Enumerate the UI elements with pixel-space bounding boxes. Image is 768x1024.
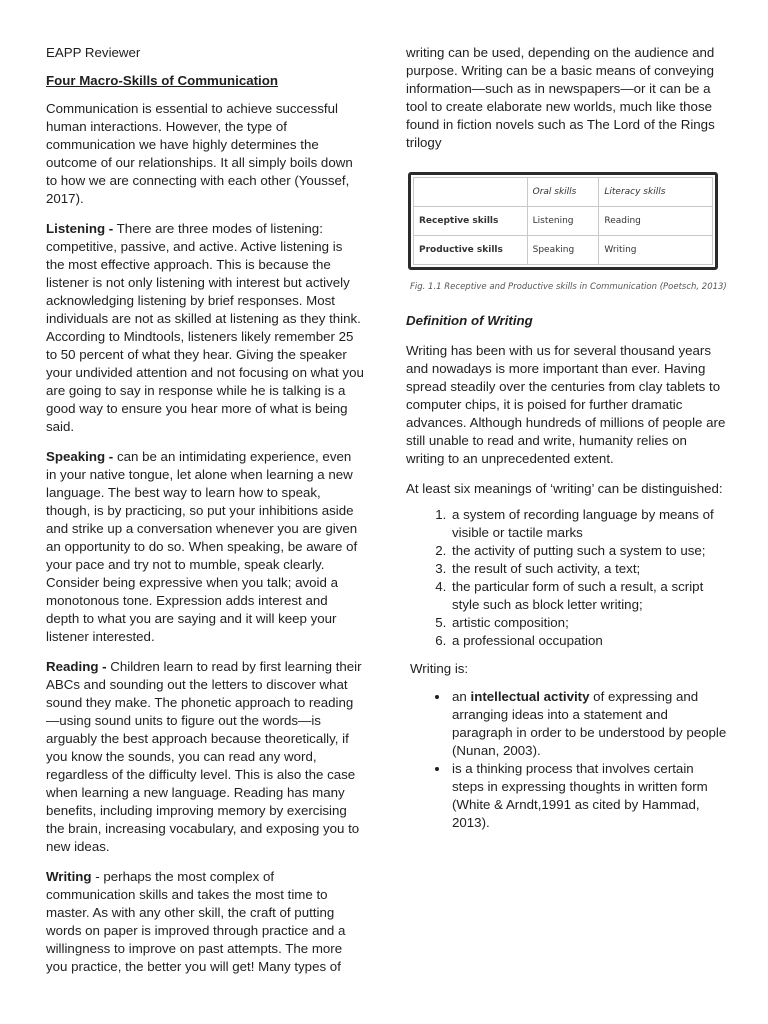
table-row bbox=[414, 236, 713, 265]
table-cell: Literacy skills bbox=[599, 178, 713, 207]
bullet1-suffix: of expressing and arranging ideas into a statement and paragraph in order to be understood by people (Nunan, 2003). bbox=[452, 689, 727, 758]
table-cell: Productive skills bbox=[414, 236, 528, 265]
speaking-body: can be an intimidating experience, even in your native tongue, let alone when learning a new language. The best way to learn how to speak, though, is by practicing, so put your inhibitions aside and strike up a conversation whenever you are given an opportunity to do so. When speaking, be aware of your pace and try not to mumble, speak clearly. Consider being expressive when you talk; avoid a monotonous tone. Expression adds interest and depth to what you are saying and it will keep your listener interested. bbox=[46, 449, 358, 644]
meanings-intro: At least six meanings of ‘writing’ can be distinguished: bbox=[406, 481, 723, 496]
definition-heading: Definition of Writing bbox=[406, 313, 533, 328]
table-cell: Speaking bbox=[527, 236, 599, 265]
writing-paragraph bbox=[46, 868, 364, 976]
intro-paragraph: Communication is essential to achieve successful human interactions. However, the type of communication we have highly determines the outcome of our relationships. It all simply boils down to how we are connecting with each other (Youssef, 2017). bbox=[46, 101, 353, 206]
reading-body: Children learn to read by first learning their ABCs and sounding out the letters to discover what sound they make. The phonetic approach to reading—using sound units to figure out the words—is arguably the best approach because theoretically, if you know the sounds, you can read any word, regardless of the difficulty level. This is also the case when learning a new language. Reading has many benefits, including improving memory by exercising the brain, increasing vocabulary, and exposing you to new ideas. bbox=[46, 659, 362, 854]
skills-table bbox=[413, 177, 713, 265]
listening-body: There are three modes of listening: competitive, passive, and active. Active listening is the most effective approach. This is because the listener is not only listening with interest but actively acknowledging listening by brief responses. Most individuals are not as skilled at listening as they think. According to Mindtools, listeners likely remember 25 to 50 percent of what they hear. Giving the speaker your undivided attention and not focusing on what you are going to say in response while he is talking is a good way to ensure you hear more of what is being said. bbox=[46, 221, 364, 434]
document-title: EAPP Reviewer bbox=[46, 45, 141, 60]
table-cell: Receptive skills bbox=[414, 207, 528, 236]
bullet1-prefix: an bbox=[452, 689, 471, 704]
reading-term: Reading - bbox=[46, 659, 107, 674]
table-cell: Reading bbox=[599, 207, 713, 236]
section-heading: Four Macro-Skills of Communication bbox=[46, 73, 278, 88]
speaking-paragraph bbox=[46, 448, 364, 646]
left-column bbox=[46, 44, 364, 988]
table-row bbox=[414, 207, 713, 236]
table-cell: Listening bbox=[527, 207, 599, 236]
speaking-term: Speaking - bbox=[46, 449, 114, 464]
list-item: 6. a professional occupation bbox=[450, 632, 728, 650]
listening-term: Listening - bbox=[46, 221, 114, 236]
list-item: 3. the result of such activity, a text; bbox=[450, 560, 728, 578]
writing-continuation: writing can be used, depending on the audience and purpose. Writing can be a basic means of conveying information—such as in newspapers—or it can be a tool to create elaborate new worlds, much like those found in fiction novels such as The Lord of the Rings trilogy bbox=[406, 45, 715, 150]
bullet1-bold: intellectual activity bbox=[470, 689, 590, 704]
table-cell: Oral skills bbox=[527, 178, 599, 207]
listening-paragraph bbox=[46, 220, 364, 436]
list-item bbox=[450, 688, 728, 760]
definition-paragraph: Writing has been with us for several thousand years and nowadays is more important than ever. Having spread steadily over the centuries from clay tablets to computer chips, it is poised for further dramatic advances. Although hundreds of millions of people are still unable to read and write, humanity relies on writing to an unprecedented extent. bbox=[406, 343, 726, 466]
writing-is-list bbox=[406, 688, 728, 832]
right-column bbox=[406, 44, 728, 832]
table-cell bbox=[414, 178, 528, 207]
list-item: 1. a system of recording language by means of visible or tactile marks bbox=[450, 506, 728, 542]
figure-caption: Fig. 1.1 Receptive and Productive skills in Communication (Poetsch, 2013) bbox=[410, 282, 727, 292]
table-header-row bbox=[414, 178, 713, 207]
meanings-list bbox=[406, 506, 728, 650]
list-item: 2. the activity of putting such a system to use; bbox=[450, 542, 728, 560]
writing-term: Writing bbox=[46, 869, 92, 884]
skills-figure bbox=[408, 172, 718, 270]
table-cell: Writing bbox=[599, 236, 713, 265]
reading-paragraph bbox=[46, 658, 364, 856]
list-item: 5. artistic composition; bbox=[450, 614, 728, 632]
list-item: 4. the particular form of such a result, a script style such as block letter writing; bbox=[450, 578, 728, 614]
list-item: • is a thinking process that involves certain steps in expressing thoughts in written form (White & Arndt,1991 as cited by Hammad, 2013). bbox=[450, 760, 728, 832]
writing-is-label: Writing is: bbox=[410, 661, 469, 676]
writing-body: - perhaps the most complex of communication skills and takes the most time to master. As with any other skill, the craft of putting words on paper is improved through practice and a willingness to improve on past attempts. The more you practice, the better you will get! Many types of bbox=[46, 869, 346, 974]
